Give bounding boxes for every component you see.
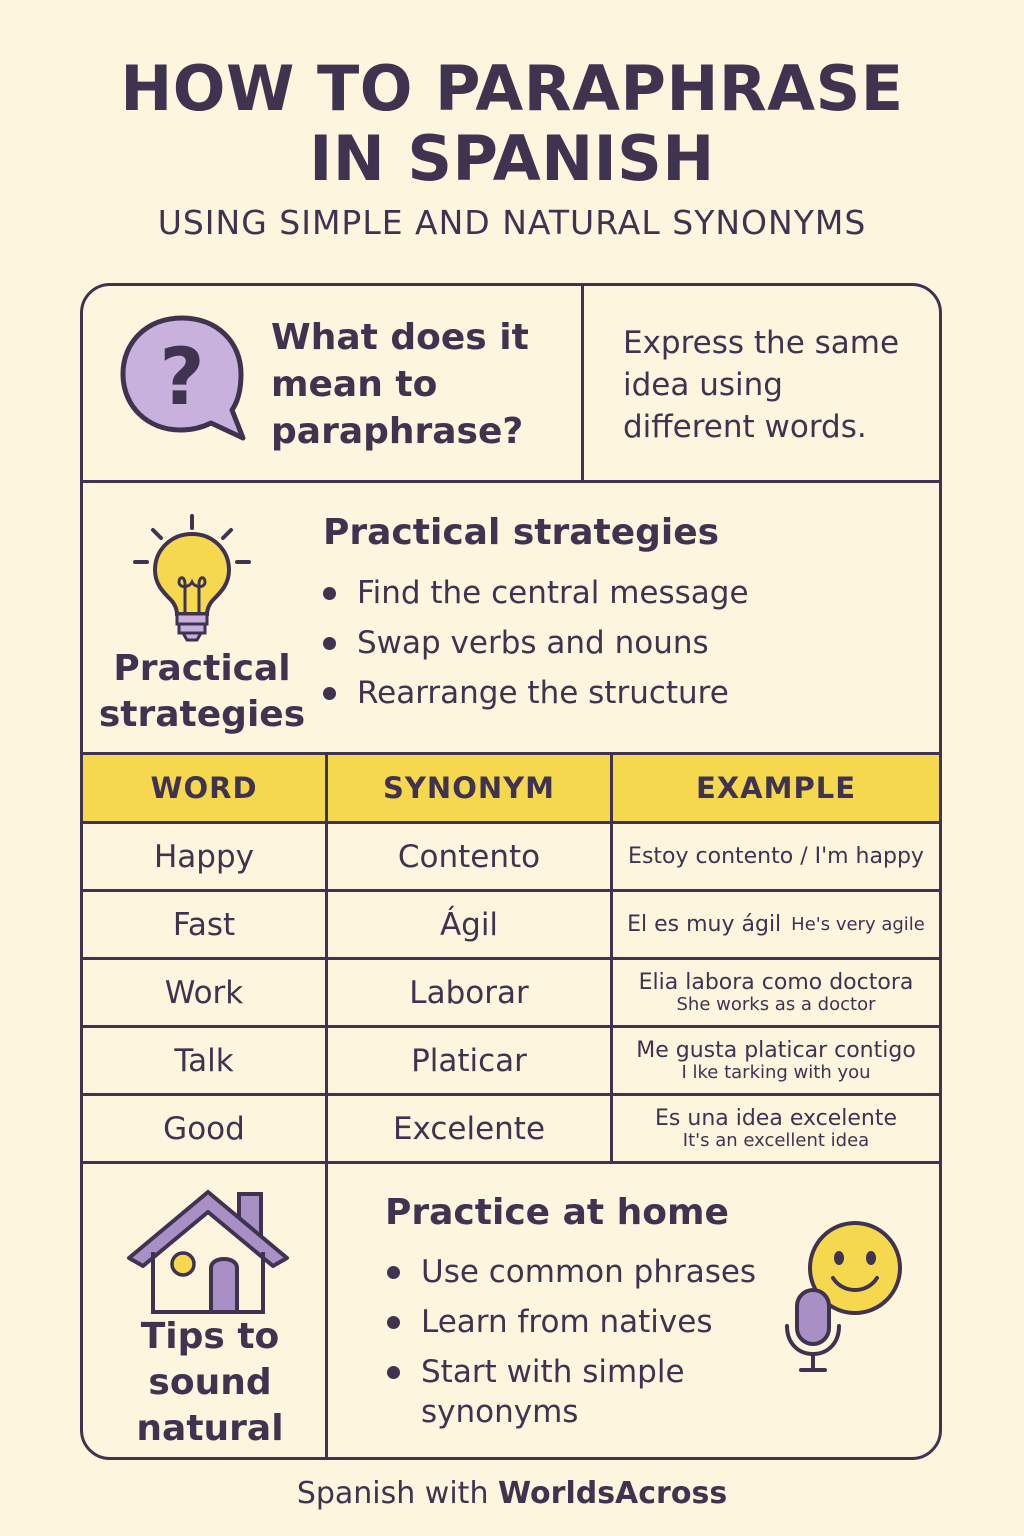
question-bubble-icon	[117, 312, 247, 442]
strategies-list	[321, 568, 921, 718]
page-title-line-1: HOW TO PARAPHRASE	[120, 52, 904, 125]
table-cell-word: Happy	[153, 838, 254, 875]
table-cell-synonym: Laborar	[409, 974, 529, 1011]
practice-heading: Practice at home	[385, 1192, 729, 1233]
page-title-line-2: IN SPANISH	[309, 122, 715, 195]
table-cell-synonym: Platicar	[411, 1042, 527, 1079]
table-cell-word: Fast	[172, 906, 236, 943]
table-cell-synonym: Excelente	[392, 1110, 546, 1147]
definition-question: What does it mean to paraphrase?	[271, 317, 529, 452]
svg-text:?: ?	[159, 333, 205, 423]
list-item: Rearrange the structure	[321, 668, 921, 718]
table-cell-example: Estoy contento / I'm happy	[628, 844, 924, 869]
table-cell-synonym: Ágil	[439, 906, 499, 943]
practice-side-label: Tips to sound natural	[136, 1316, 284, 1449]
list-item: Use common phrases	[385, 1252, 785, 1292]
table-cell-word: Work	[164, 974, 244, 1011]
table-cell-synonym: Contento	[397, 838, 541, 875]
list-item: Start with simple synonyms	[385, 1352, 711, 1432]
table-cell-example: Me gusta platicar contigo I lke tarking with you	[636, 1037, 916, 1083]
column-header-example: EXAMPLE	[695, 771, 856, 805]
strategies-heading: Practical strategies	[323, 512, 720, 553]
info-card	[80, 283, 942, 1460]
table-cell-example: Es una idea excelente It's an excellent idea	[655, 1105, 897, 1151]
column-header-synonym: SYNONYM	[383, 771, 555, 805]
page-subtitle: USING SIMPLE AND NATURAL SYNONYMS	[157, 203, 867, 242]
definition-answer: Express the same idea using different words.	[623, 325, 900, 445]
list-item: Swap verbs and nouns	[321, 618, 921, 668]
list-item: Learn from natives	[385, 1302, 785, 1342]
practice-list	[385, 1252, 785, 1442]
strategies-side-label: Practical strategies	[98, 648, 306, 735]
house-icon	[123, 1188, 293, 1318]
table-cell-word: Talk	[174, 1042, 234, 1079]
table-cell-example: Elia labora como doctora She works as a doctor	[638, 969, 914, 1015]
footer-credit: Spanish with WorldsAcross	[296, 1476, 728, 1511]
microphone-icon	[781, 1286, 845, 1376]
column-header-word: WORD	[150, 771, 258, 805]
lightbulb-icon	[127, 514, 257, 644]
list-item: Find the central message	[321, 568, 921, 618]
table-cell-word: Good	[163, 1110, 245, 1147]
table-cell-example: El es muy ágil He's very agile	[627, 912, 925, 937]
